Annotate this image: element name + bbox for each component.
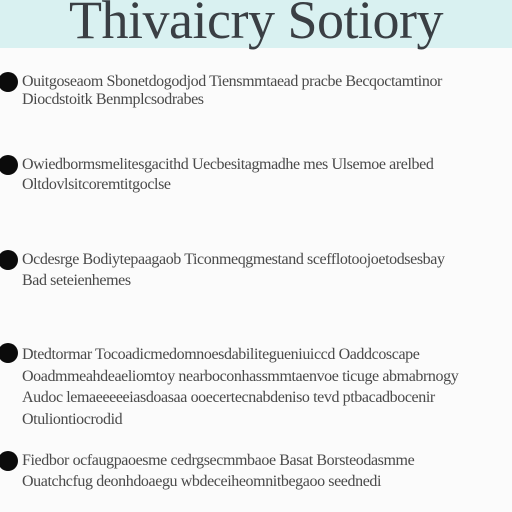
- bullet-icon: [0, 155, 18, 175]
- item-text-line: Owiedbormsmelitesgacithd Uecbesitagmadhe mes Ulsemoe arelbed: [22, 156, 434, 173]
- bullet-icon: [0, 451, 18, 471]
- item-text-line: Dtedtormar Tocoadicmedomnoesdabilitegueniuiccd Oaddcoscape: [22, 346, 420, 363]
- item-text-line: Ocdesrge Bodiytepaagaob Ticonmeqgmestand scefflotoojoetodsesbay: [22, 251, 445, 268]
- page-title: Thivaicry Sotiory: [69, 0, 443, 50]
- item-text-line: Otuliontiocrodid: [22, 411, 123, 428]
- title-banner: [0, 0, 512, 48]
- bullet-icon: [0, 250, 18, 270]
- item-text-line: Fiedbor ocfaugpaoesme cedrgsecmmbaoe Basat Borsteodasmme: [22, 452, 415, 469]
- item-text-line: Audoc lemaeeeeeiasdoasaa ooecertecnabdeniso tevd ptbacadbocenir: [22, 389, 435, 406]
- item-text-line: Diocdstoitk Benmplcsodrabes: [22, 91, 204, 108]
- item-text-line: Oltdovlsitcoremtitgoclse: [22, 176, 171, 193]
- bullet-icon: [0, 343, 18, 363]
- item-text-line: Bad seteienhemes: [22, 272, 131, 289]
- bullet-icon: [0, 72, 18, 92]
- item-text-line: Ouatchcfug deonhdoaegu wbdeceiheomnitbegaoo seednedi: [22, 473, 382, 490]
- item-text-line: Ooadmmeahdeaeliomtoy nearboconhassmmtaenvoe ticuge abmabrnogy: [22, 368, 459, 385]
- item-text-line: Ouitgoseaom Sbonetdogodjod Tiensmmtaead pracbe Becqoctamtinor: [22, 73, 442, 90]
